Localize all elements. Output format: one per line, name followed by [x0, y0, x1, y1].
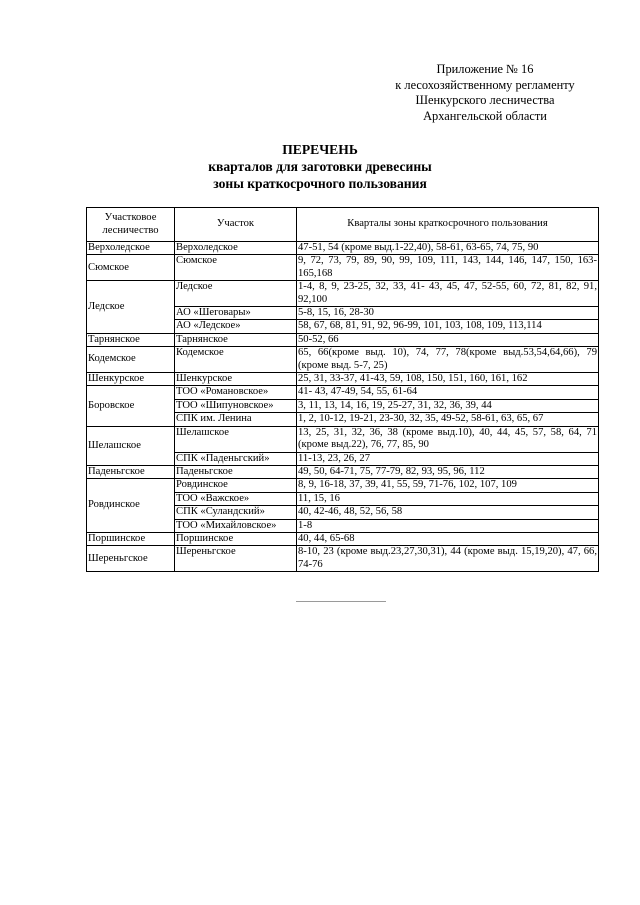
quarters-cell: 49, 50, 64-71, 75, 77-79, 82, 93, 95, 96, 112 [297, 465, 599, 478]
section-cell: Верхоледское [175, 242, 297, 255]
section-cell: Поршинское [175, 532, 297, 545]
section-cell: ТОО «Шипуновское» [175, 399, 297, 412]
forestry-cell: Паденьгское [87, 465, 175, 478]
forestry-cell: Шенкурское [87, 373, 175, 386]
forestry-cell: Верхоледское [87, 242, 175, 255]
section-cell: СПК «Паденьгский» [175, 452, 297, 465]
table-row [87, 479, 599, 492]
end-divider [296, 601, 386, 602]
quarters-cell: 8-10, 23 (кроме выд.23,27,30,31), 44 (кроме выд. 15,19,20), 47, 66, 74-76 [298, 546, 597, 570]
quarters-cell: 50-52, 66 [297, 333, 599, 346]
table-row [87, 373, 599, 386]
appendix-forestry-name: Шенкурского лесничества [415, 93, 555, 107]
appendix-number: Приложение № 16 [436, 62, 534, 76]
table-row [87, 255, 599, 281]
appendix-header [380, 62, 590, 124]
table-row [87, 546, 599, 572]
section-cell: Тарнянское [175, 333, 297, 346]
appendix-region: Архангельской области [423, 108, 547, 123]
header-quarters: Кварталы зоны краткосрочного пользования [297, 208, 599, 242]
quarters-cell: 47-51, 54 (кроме выд.1-22,40), 58-61, 63-65, 74, 75, 90 [297, 242, 599, 255]
table-row [87, 532, 599, 545]
forestry-cell: Тарнянское [87, 333, 175, 346]
table-row [87, 465, 599, 478]
quarters-cell: 58, 67, 68, 81, 91, 92, 96-99, 101, 103, 108, 109, 113,114 [297, 320, 599, 333]
quarters-cell: 40, 42-46, 48, 52, 56, 58 [297, 506, 599, 519]
quarters-cell: 1, 2, 10-12, 19-21, 23-30, 32, 35, 49-52, 58-61, 63, 65, 67 [297, 413, 599, 426]
section-cell: Кодемское [175, 347, 297, 373]
section-cell: СПК им. Ленина [175, 413, 297, 426]
table-row [87, 242, 599, 255]
title-line-1: ПЕРЕЧЕНЬ [282, 142, 358, 157]
forestry-cell: Шелашское [87, 426, 175, 465]
quarters-cell: 1-4, 8, 9, 23-25, 32, 33, 41- 43, 45, 47, 52-55, 60, 72, 81, 82, 91, 92,100 [298, 281, 597, 305]
document-title [170, 141, 470, 192]
table-row [87, 386, 599, 399]
quarters-cell: 3, 11, 13, 14, 16, 19, 25-27, 31, 32, 36, 39, 44 [297, 399, 599, 412]
section-cell: Шереньгское [175, 546, 297, 572]
header-section: Участок [175, 208, 297, 242]
section-cell: Шелашское [175, 426, 297, 452]
table-row [87, 426, 599, 452]
forestry-cell: Ледское [87, 281, 175, 334]
section-cell: Ровдинское [175, 479, 297, 492]
section-cell: Сюмское [175, 255, 297, 281]
quarters-cell: 11-13, 23, 26, 27 [297, 452, 599, 465]
section-cell: Паденьгское [175, 465, 297, 478]
section-cell: Ледское [175, 281, 297, 307]
header-forestry: Участковое лесничество [87, 208, 175, 242]
forestry-cell: Ровдинское [87, 479, 175, 533]
section-cell: ТОО «Михайловское» [175, 519, 297, 532]
table-body [87, 242, 599, 572]
quarters-cell: 5-8, 15, 16, 28-30 [297, 307, 599, 320]
quarters-table [86, 207, 599, 572]
section-cell: ТОО «Романовское» [175, 386, 297, 399]
forestry-cell: Сюмское [87, 255, 175, 281]
quarters-cell: 25, 31, 33-37, 41-43, 59, 108, 150, 151, 160, 161, 162 [297, 373, 599, 386]
table-row [87, 347, 599, 373]
section-cell: АО «Шеговары» [175, 307, 297, 320]
quarters-cell: 1-8 [297, 519, 599, 532]
section-cell: АО «Ледское» [175, 320, 297, 333]
section-cell: ТОО «Важское» [175, 492, 297, 505]
forestry-cell: Поршинское [87, 532, 175, 545]
quarters-cell: 9, 72, 73, 79, 89, 90, 99, 109, 111, 143, 144, 146, 147, 150, 163-165,168 [298, 255, 597, 279]
table-row [87, 281, 599, 307]
title-line-3: зоны краткосрочного пользования [213, 176, 427, 191]
quarters-cell: 13, 25, 31, 32, 36, 38 (кроме выд.10), 40, 44, 45, 57, 58, 64, 71 (кроме выд.22), 76, 77, 85, 90 [298, 426, 597, 451]
quarters-cell: 41- 43, 47-49, 54, 55, 61-64 [297, 386, 599, 399]
appendix-reference: к лесохозяйственному регламенту [395, 77, 575, 92]
quarters-cell: 40, 44, 65-68 [297, 532, 599, 545]
forestry-cell: Боровское [87, 386, 175, 426]
forestry-cell: Шереньгское [87, 546, 175, 572]
table-header-row [87, 208, 599, 242]
quarters-cell: 65, 66(кроме выд. 10), 74, 77, 78(кроме выд.53,54,64,66), 79 (кроме выд. 5-7, 25) [298, 347, 597, 371]
title-line-2: кварталов для заготовки древесины [208, 159, 432, 174]
table-row [87, 333, 599, 346]
quarters-cell: 11, 15, 16 [297, 492, 599, 505]
section-cell: Шенкурское [175, 373, 297, 386]
forestry-cell: Кодемское [87, 347, 175, 373]
section-cell: СПК «Суландский» [175, 506, 297, 519]
quarters-cell: 8, 9, 16-18, 37, 39, 41, 55, 59, 71-76, 102, 107, 109 [297, 479, 599, 492]
